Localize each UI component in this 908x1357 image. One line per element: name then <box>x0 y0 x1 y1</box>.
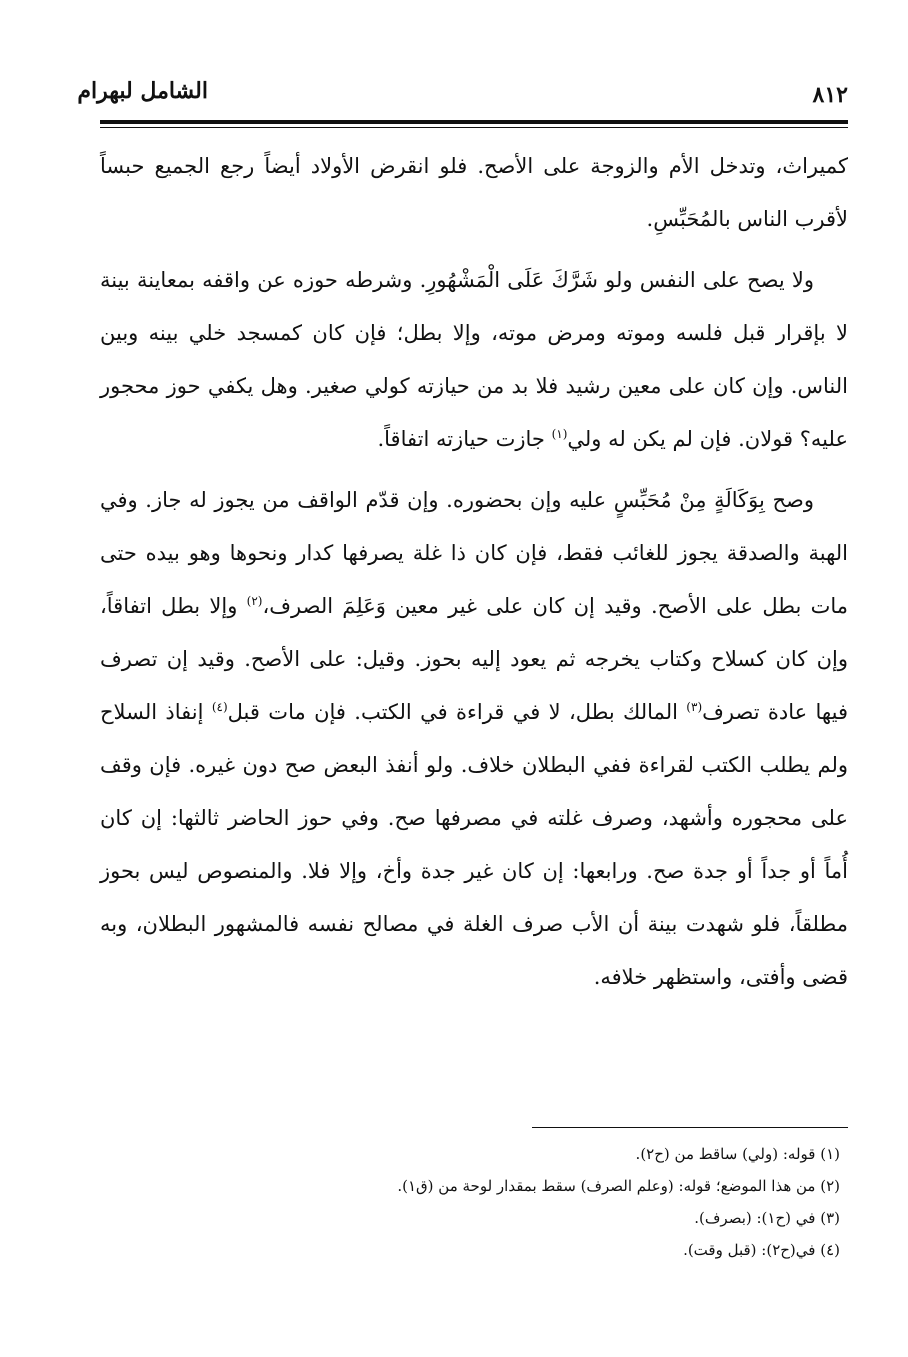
footnote-1: (١) قوله: (ولي) ساقط من (ح٢). <box>635 1145 840 1163</box>
footnote-separator <box>532 1127 848 1128</box>
paragraph-2 <box>100 254 848 466</box>
footnote-2: (٢) من هذا الموضع؛ قوله: (وعلم الصرف) سقط بمقدار لوحة من (ق١). <box>397 1177 840 1195</box>
paragraph-3-seg1: وإلا بطل اتفاقاً، وإن كان كسلاح وكتاب يخرجه ثم يعود إليه بحوز. وقيل: على الأصح. وقيد إن تصرف فيها عادة تصرف <box>100 594 848 724</box>
footnote-4: (٤) في(ح٢): (قبل وقت). <box>683 1241 840 1259</box>
paragraph-3-seg3: إنفاذ السلاح ولم يطلب الكتب لقراءة ففي البطلان خلاف. ولو أنفذ البعض صح دون غيره. فإن وقف على محجوره وأشهد، وصرف غلته في مصرفها صح. وفي حوز الحاضر ثالثها: إن كان أُماً أو جداً أو جدة صح. ورابعها: إن كان غير جدة وأخ، وإلا فلا. والمنصوص ليس بحوز مطلقاً، فلو شهدت بينة أن الأب صرف الغلة في مصالح نفسه فالمشهور البطلان، وبه قضى وأفتى، واستظهر خلافه. <box>100 700 848 989</box>
running-title: الشامل لبهرام <box>77 78 208 104</box>
paragraph-3-seg2: المالك بطل، لا في قراءة في الكتب. فإن مات قبل <box>227 700 687 724</box>
header-rule <box>100 120 848 124</box>
paragraph-1 <box>100 140 848 246</box>
paragraph-3 <box>100 474 848 1004</box>
footnote-ref-4[interactable]: (٤) <box>211 700 228 714</box>
footnote-3: (٣) في (ح١): (بصرف). <box>694 1209 840 1227</box>
page-header <box>77 72 848 116</box>
main-text <box>100 140 848 1004</box>
paragraph-1-text: كميراث، وتدخل الأم والزوجة على الأصح. فلو انقرض الأولاد أيضاً رجع الجميع حبساً لأقرب الناس بالمُحَبِّسِ. <box>100 154 848 231</box>
paragraph-3-text: وصح بِوَكَالَةٍ مِنْ مُحَبِّسٍ عليه وإن بحضوره. وإن قدّم الواقف من يجوز له جاز. وفي الهبة والصدقة يجوز للغائب فقط، فإن كان ذا غلة يصرفها كدار ونحوها وهو بيده حتى مات بطل على الأصح. وقيد إن كان على غير معين وَعَلِمَ الصرف، <box>100 488 848 618</box>
header-rule-thin <box>100 127 848 128</box>
page-number: ٨١٢ <box>812 82 848 108</box>
footnotes <box>100 1138 840 1266</box>
paragraph-2-tail: جازت حيازته اتفاقاً. <box>377 427 552 451</box>
paragraph-2-text: ولا يصح على النفس ولو شَرَّكَ عَلَى الْمَشْهُورِ. وشرطه حوزه عن واقفه بمعاينة بينة لا بإقرار قبل فلسه وموته ومرض موته، وإلا بطل؛ فإن كان كمسجد خلي بينه وبين الناس. وإن كان على معين رشيد فلا بد من حيازته كولي صغير. وهل يكفي حوز محجور عليه؟ قولان. فإن لم يكن له ولي <box>100 268 848 451</box>
footnote-ref-1[interactable]: (١) <box>551 427 568 441</box>
footnote-ref-3[interactable]: (٣) <box>686 700 703 714</box>
footnote-ref-2[interactable]: (٢) <box>246 594 263 608</box>
